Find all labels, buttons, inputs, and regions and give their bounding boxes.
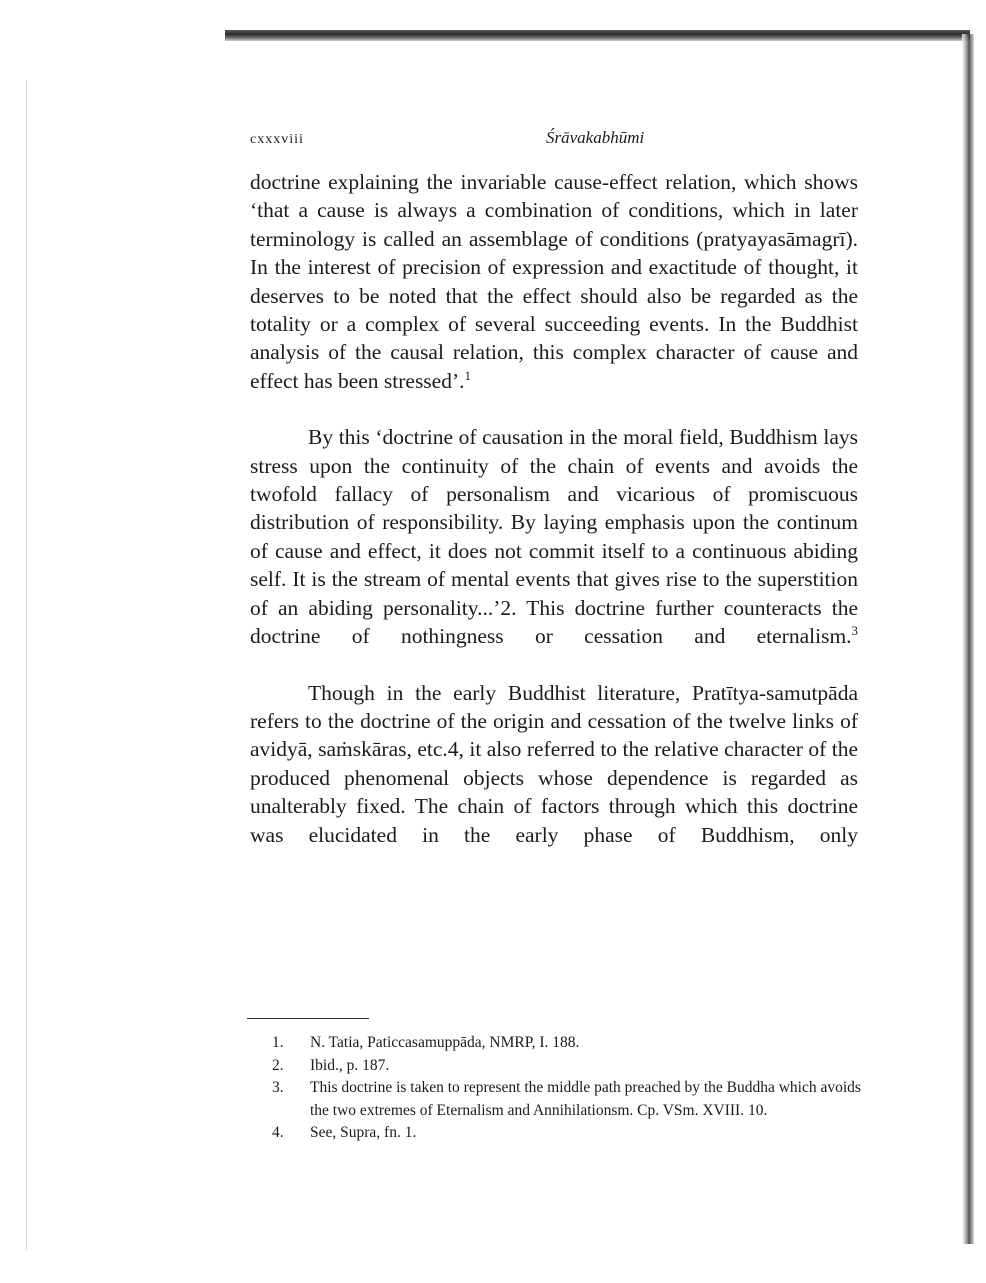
scan-left-edge — [26, 80, 27, 1250]
footnote-ref: 3 — [851, 623, 858, 638]
scan-top-edge — [225, 30, 970, 41]
footnotes — [272, 1032, 862, 1145]
page-header — [250, 128, 858, 152]
scan-right-edge — [962, 34, 974, 1244]
paragraph: Though in the early Buddhist literature, Pratītya-samutpāda refers to the doctrine of the origin and cessation of the twelve links of avidyā, saṁskāras, etc.4, it also referred to the relative character of the produced phenomenal objects whose dependence is regarded as unalterably fixed. The chain of factors through which this doctrine was elucidated in the early phase of Buddhism, only — [250, 680, 858, 847]
footnote-ref: 1 — [464, 368, 471, 383]
footnote: 2. Ibid., p. 187. — [272, 1056, 390, 1074]
body-text — [250, 168, 858, 849]
paragraph: By this ‘doctrine of causation in the moral field, Buddhism lays stress upon the continuity of the chain of events and avoids the twofold fallacy of personalism and vicarious of promiscuous distribution of responsibility. By laying emphasis upon the continum of cause and effect, it does not commit itself to a continuous abiding self. It is the stream of mental events that gives rise to the superstition of an abiding personality...’2. This doctrine further counteracts the doctrine of nothingness or cessation and eternalism.$^3$ — [250, 425, 858, 649]
footnote: 4. See, Supra, fn. 1. — [272, 1124, 417, 1141]
paragraph: doctrine explaining the invariable cause-effect relation, which shows ‘that a cause is always a combination of conditions, which in later terminology is called an assemblage of conditions (pratyayasāmagrī). In the interest of precision of expression and exactitude of thought, it deserves to be noted that the effect should also be regarded as the totality or a complex of several succeeding events. In the Buddhist analysis of the causal relation, this complex character of cause and effect has been stressed’.$^1$ — [250, 170, 858, 393]
footnote-rule — [247, 1018, 369, 1019]
page-number: cxxxviii — [250, 132, 304, 147]
running-title: Śrāvakabhūmi — [546, 128, 645, 147]
footnote: 3. This doctrine is taken to represent the middle path preached by the Buddha which avoids the two extremes of Eternalism and Annihilationsm. Cp. VSm. XVIII. 10. — [272, 1079, 861, 1119]
footnote: 1. N. Tatia, Paticcasamuppāda, NMRP, I. 188. — [272, 1034, 580, 1051]
